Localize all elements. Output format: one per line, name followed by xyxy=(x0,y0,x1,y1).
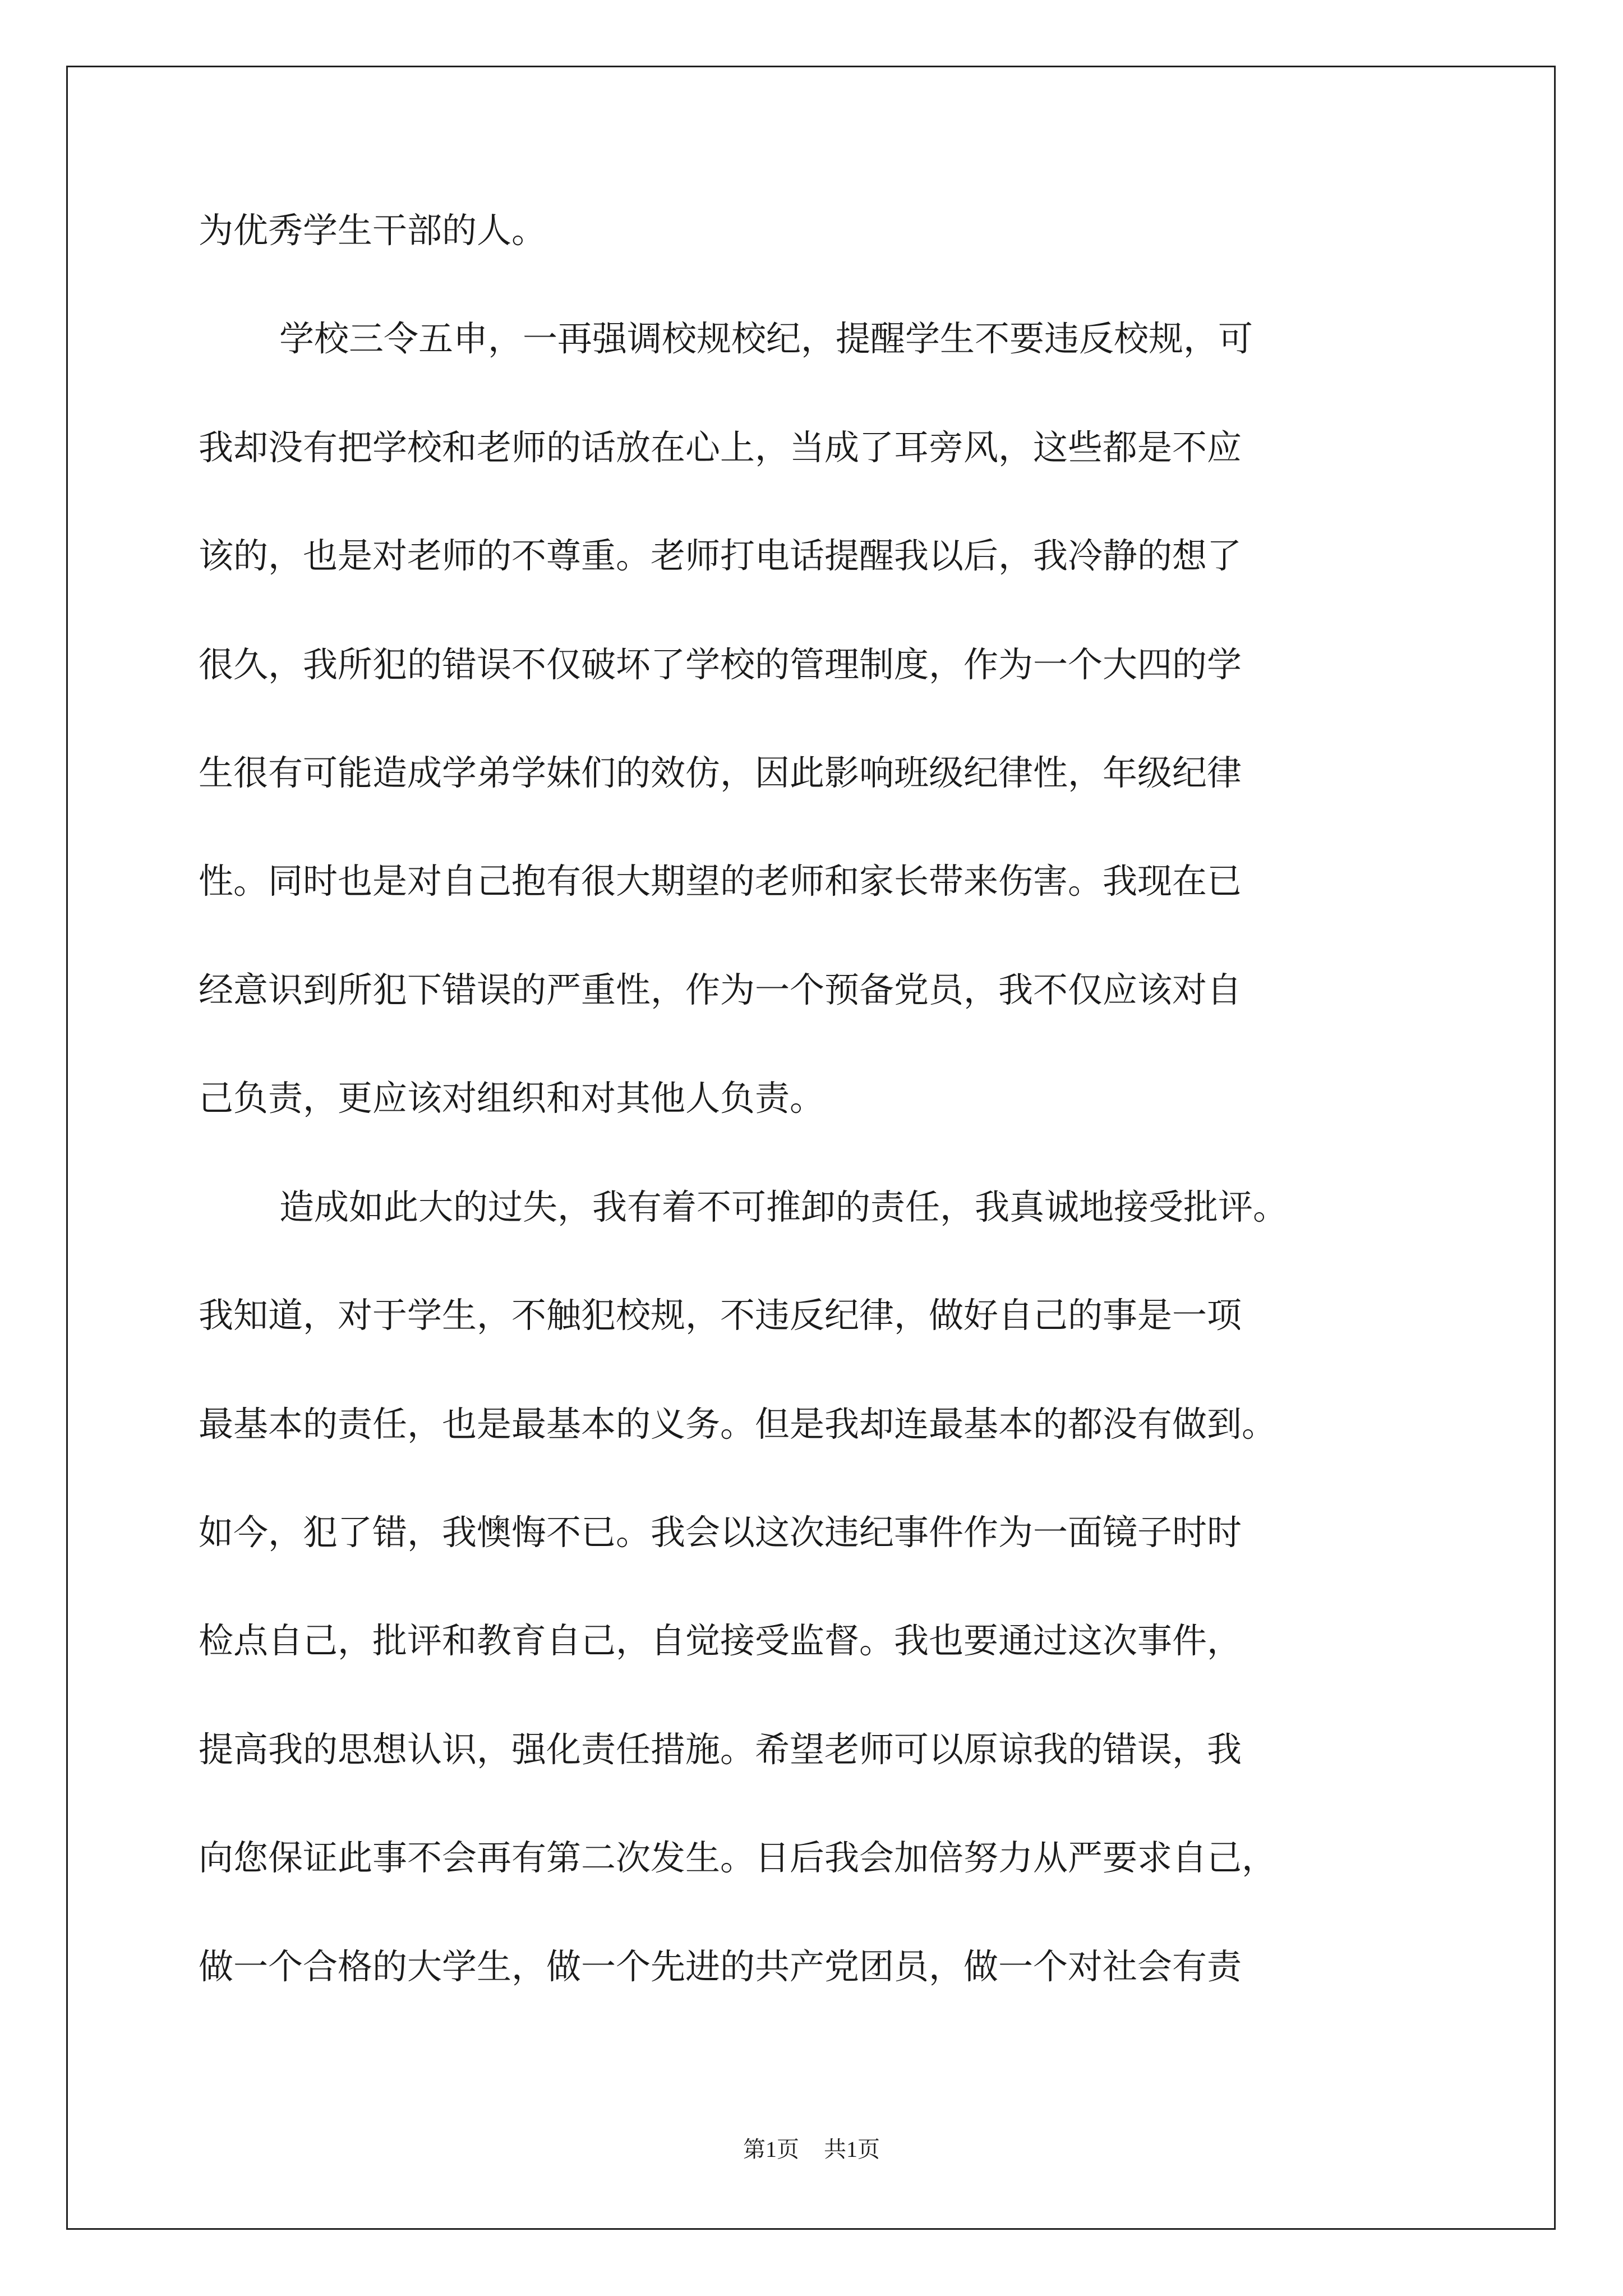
text-line: 我知道，对于学生，不触犯校规，不违反纪律，做好自己的事是一项 xyxy=(199,1295,1242,1336)
page-number: 第1页 xyxy=(743,2137,799,2162)
text-line: 造成如此大的过失，我有着不可推卸的责任，我真诚地接受批评。 xyxy=(279,1186,1288,1227)
text-line: 提高我的思想认识，强化责任措施。希望老师可以原谅我的错误，我 xyxy=(199,1729,1242,1770)
text-line: 很久，我所犯的错误不仅破坏了学校的管理制度，作为一个大四的学 xyxy=(199,644,1242,685)
text-line: 经意识到所犯下错误的严重性，作为一个预备党员，我不仅应该对自 xyxy=(199,969,1242,1010)
text-line: 如今，犯了错，我懊悔不已。我会以这次违纪事件作为一面镜子时时 xyxy=(199,1512,1242,1553)
text-line: 我却没有把学校和老师的话放在心上，当成了耳旁风，这些都是不应 xyxy=(199,427,1242,468)
total-pages: 共1页 xyxy=(824,2137,880,2162)
text-line: 生很有可能造成学弟学妹们的效仿，因此影响班级纪律性，年级纪律 xyxy=(199,752,1242,793)
text-line: 学校三令五申，一再强调校规校纪，提醒学生不要违反校规，可 xyxy=(279,318,1253,359)
text-line: 己负责，更应该对组织和对其他人负责。 xyxy=(199,1078,825,1119)
page-footer xyxy=(0,2136,1623,2163)
page-border xyxy=(66,66,1556,2230)
text-line: 性。同时也是对自己抱有很大期望的老师和家长带来伤害。我现在已 xyxy=(199,861,1242,901)
text-line: 最基本的责任，也是最基本的义务。但是我却连最基本的都没有做到。 xyxy=(199,1404,1277,1444)
text-line: 该的，也是对老师的不尊重。老师打电话提醒我以后，我冷静的想了 xyxy=(199,535,1242,576)
text-line: 为优秀学生干部的人。 xyxy=(199,210,547,251)
text-line: 检点自己，批评和教育自己，自觉接受监督。我也要通过这次事件， xyxy=(199,1620,1242,1661)
text-line: 做一个合格的大学生，做一个先进的共产党团员，做一个对社会有责 xyxy=(199,1946,1242,1987)
text-line: 向您保证此事不会再有第二次发生。日后我会加倍努力从严要求自己， xyxy=(199,1837,1277,1878)
